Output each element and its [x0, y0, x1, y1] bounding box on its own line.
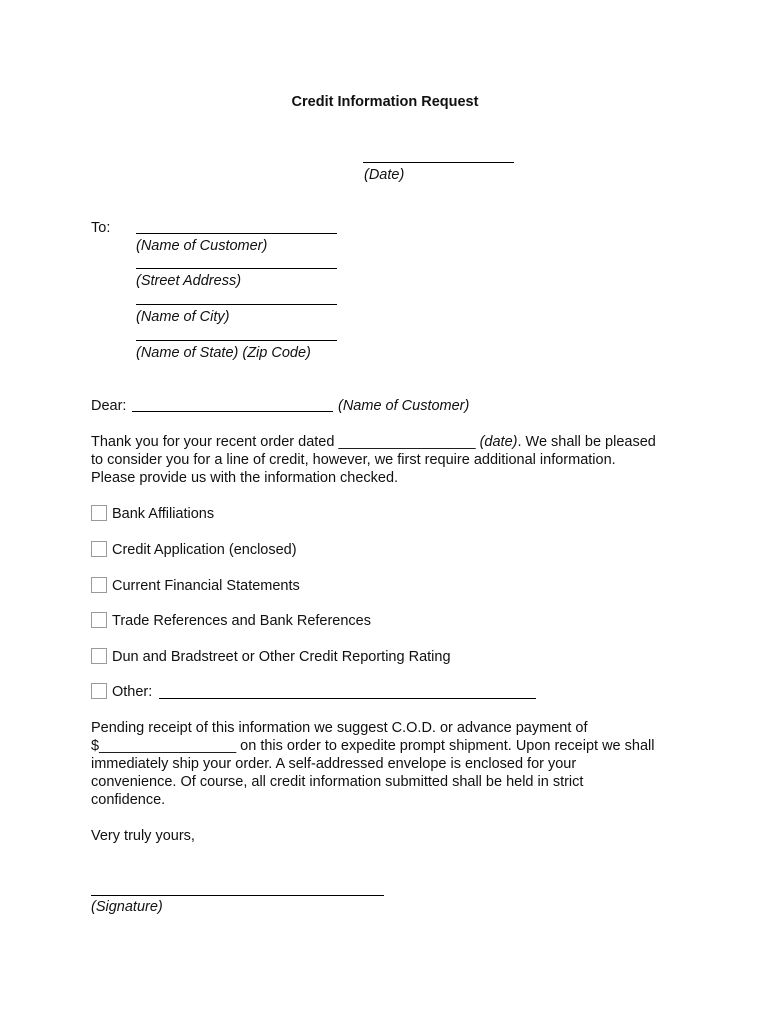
- city-line[interactable]: [136, 304, 337, 305]
- checkbox-other[interactable]: [91, 683, 107, 699]
- checklist-item-label: Dun and Bradstreet or Other Credit Reporting Rating: [112, 649, 451, 665]
- body-rest-text: . We shall be pleased to consider you for a line of credit, however, we first require additional information. Please provide us with the information checked.: [91, 434, 656, 486]
- document-title: Credit Information Request: [291, 94, 479, 110]
- pending-paragraph: [91, 719, 661, 809]
- to-label: To:: [91, 220, 111, 236]
- payment-amount-blank[interactable]: $_________________: [91, 738, 237, 754]
- signature-line[interactable]: [91, 895, 384, 896]
- city-caption: (Name of City): [136, 309, 230, 325]
- customer-name-line[interactable]: [136, 233, 337, 234]
- other-line[interactable]: [159, 698, 536, 699]
- checklist-item-label: Credit Application (enclosed): [112, 542, 297, 558]
- checkbox-financial-statements[interactable]: [91, 577, 107, 593]
- date-line[interactable]: [363, 162, 514, 163]
- customer-name-caption: (Name of Customer): [136, 238, 268, 254]
- checklist-item-label: Current Financial Statements: [112, 578, 300, 594]
- date-caption: (Date): [364, 167, 405, 183]
- state-zip-line[interactable]: [136, 340, 337, 341]
- order-date-blank[interactable]: _________________: [338, 434, 476, 450]
- salutation-caption: (Name of Customer): [338, 398, 470, 414]
- checklist-item-label: Bank Affiliations: [112, 506, 215, 522]
- checklist-item-label: Trade References and Bank References: [112, 613, 371, 629]
- state-zip-caption: (Name of State) (Zip Code): [136, 345, 311, 361]
- pending-rest-text: on this order to expedite prompt shipment. Upon receipt we shall immediately ship your order. A self-addressed envelope is enclosed for your convenience. Of course, all credit information submitted shall be held in strict confidence.: [91, 738, 655, 808]
- order-date-caption: (date): [479, 434, 518, 450]
- signature-caption: (Signature): [91, 899, 163, 915]
- closing-text: Very truly yours,: [91, 828, 195, 844]
- checkbox-trade-references[interactable]: [91, 612, 107, 628]
- checkbox-credit-rating[interactable]: [91, 648, 107, 664]
- street-address-line[interactable]: [136, 268, 337, 269]
- street-address-caption: (Street Address): [136, 273, 242, 289]
- body-paragraph: [91, 433, 661, 487]
- salutation-name-line[interactable]: [132, 411, 333, 412]
- salutation-label: Dear:: [91, 398, 127, 414]
- body-lead-text: Thank you for your recent order dated: [91, 434, 335, 450]
- pending-lead-text: Pending receipt of this information we suggest C.O.D. or advance payment of: [91, 720, 588, 736]
- checkbox-bank-affiliations[interactable]: [91, 505, 107, 521]
- checklist-item-label: Other:: [112, 684, 153, 700]
- checkbox-credit-application[interactable]: [91, 541, 107, 557]
